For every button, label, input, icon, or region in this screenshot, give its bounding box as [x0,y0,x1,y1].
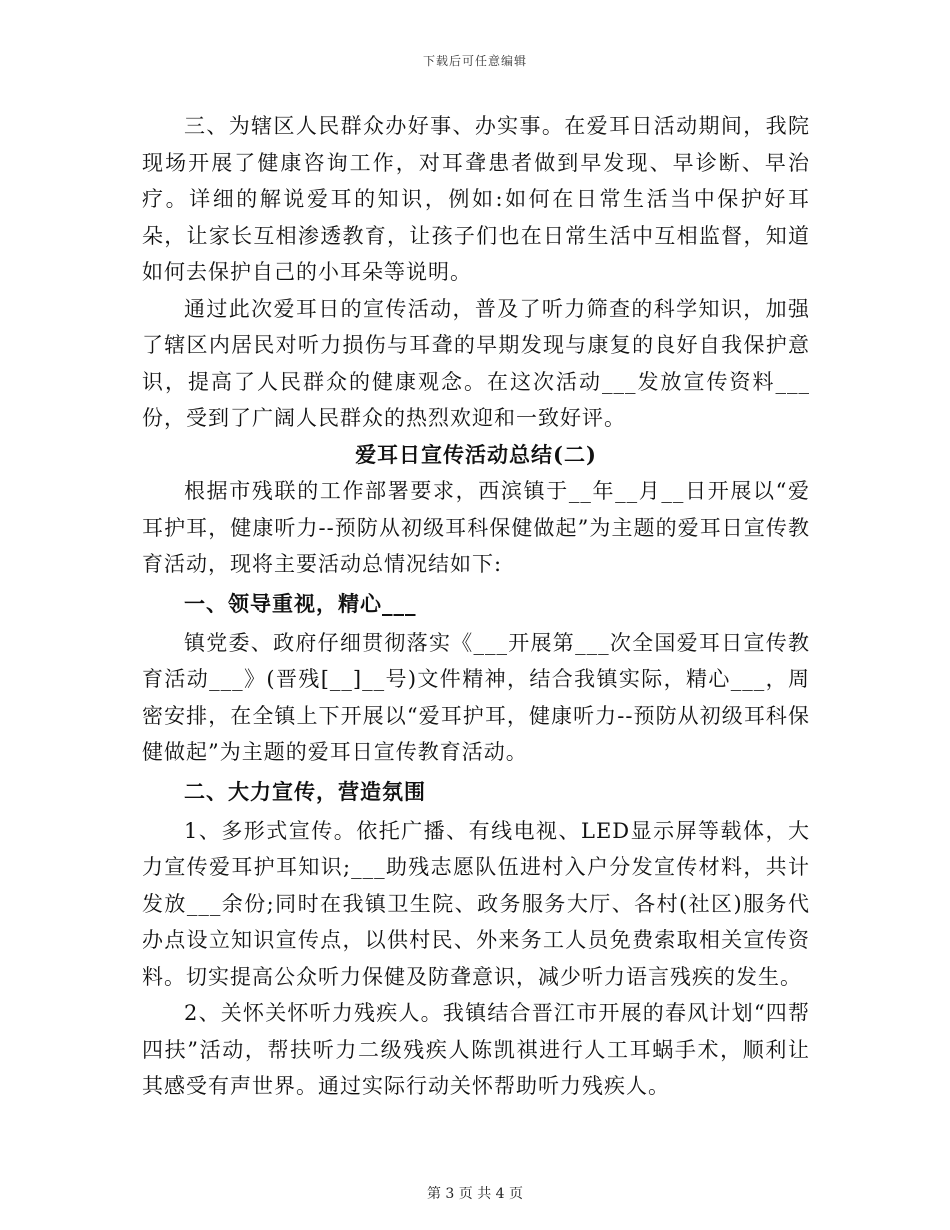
page-header: 下载后可任意编辑 [422,54,527,68]
document-body [142,108,810,1105]
paragraph-care-for-disabled: 2、关怀关怀听力残疾人。我镇结合晋江市开展的春风计划“四帮四扶”活动，帮扶听力二级残疾人陈凯祺进行人工耳蜗手术，顺利让其感受有声世界。通过实际行动关怀帮助听力残疾人。 [142,1001,810,1098]
page-footer: 第 3 页 共 4 页 [426,1186,524,1202]
paragraph-community-service: 三、为辖区人民群众办好事、办实事。在爱耳日活动期间，我院现场开展了健康咨询工作，对耳聋患者做到早发现、早诊断、早治疗。详细的解说爱耳的知识，例如:如何在日常生活当中保护好耳朵，让家长互相渗透教育，让孩子们也在日常生活中互相监督，知道如何去保护自己的小耳朵等说明。 [142,114,810,284]
heading-leadership: 一、领导重视，精心___ [184,590,417,616]
section-title: 爱耳日宣传活动总结(二) [355,441,597,467]
paragraph-multi-format-publicity: 1、多形式宣传。依托广播、有线电视、LED显示屏等载体，大力宣传爱耳护耳知识;___助残志愿队伍进村入户分发宣传材料，共计发放___余份;同时在我镇卫生院、政务服务大厅、各村(社区)服务代办点设立知识宣传点，以供村民、外来务工人员免费索取相关宣传资料。切实提高公众听力保健及防聋意识，减少听力语言残疾的发生。 [142,818,810,989]
paragraph-activity-summary: 通过此次爱耳日的宣传活动，普及了听力筛查的科学知识，加强了辖区内居民对听力损伤与耳聋的早期发现与康复的良好自我保护意识，提高了人民群众的健康观念。在这次活动___发放宣传资料___份，受到了广阔人民群众的热烈欢迎和一致好评。 [142,296,810,430]
paragraph-introduction: 根据市残联的工作部署要求，西滨镇于__年__月__日开展以“爱耳护耳，健康听力--预防从初级耳科保健做起”为主题的爱耳日宣传教育活动，现将主要活动总情况结如下: [142,479,810,576]
paragraph-leadership: 镇党委、政府仔细贯彻落实《___开展第___次全国爱耳日宣传教育活动___》(晋残[__]__号)文件精神，结合我镇实际，精心___，周密安排，在全镇上下开展以“爱耳护耳，健康听力--预防从初级耳科保健做起”为主题的爱耳日宣传教育活动。 [142,630,810,764]
heading-publicity: 二、大力宣传，营造氛围 [184,778,426,804]
